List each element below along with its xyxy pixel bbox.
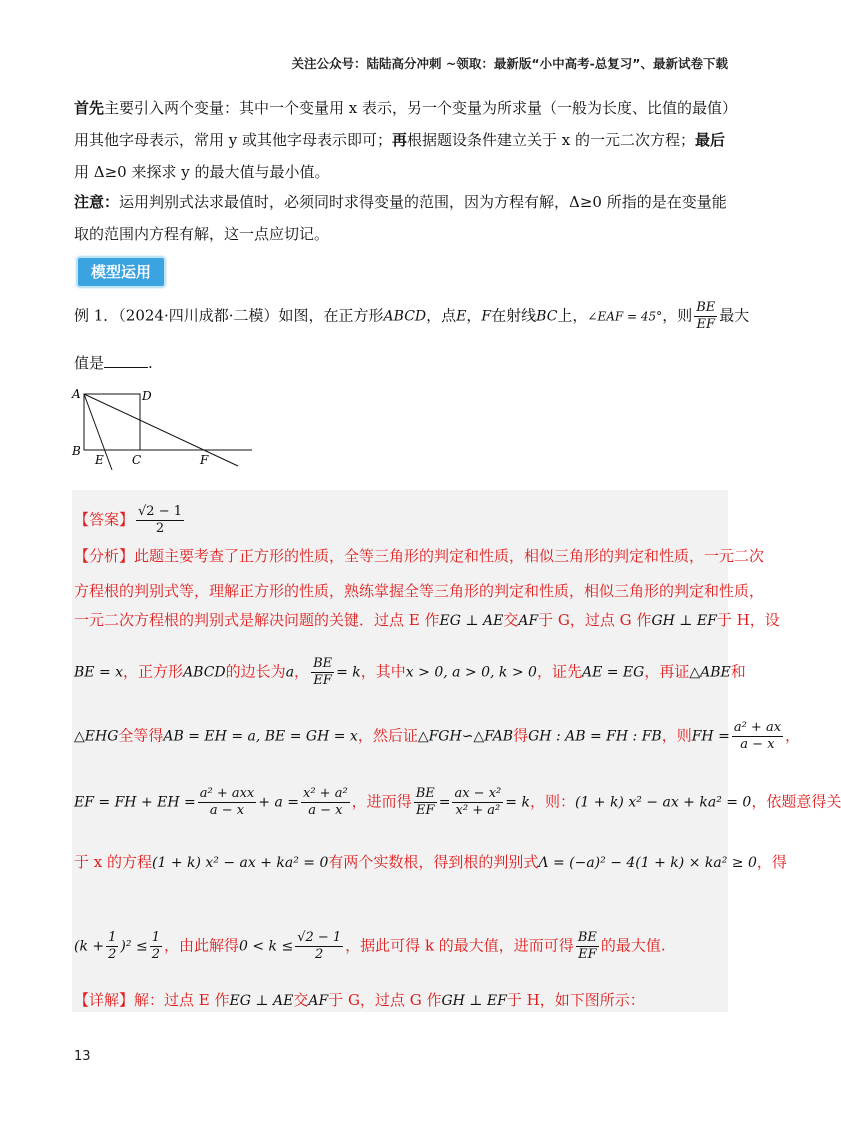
m6c: = <box>438 794 451 811</box>
f8cd: 2 <box>315 947 324 962</box>
method-text-3: 用 Δ≥0 来探求 y 的最大值与最小值。 <box>74 163 330 181</box>
bold-finally: 最后 <box>695 131 726 149</box>
d-c: 于 G，过点 G 作 <box>328 991 442 1009</box>
method-text-2: 根据题设条件建立关于 x 的一元二次方程； <box>407 131 696 149</box>
m8c: 0 < k ≤ <box>238 938 294 955</box>
f4n: BE <box>313 656 333 671</box>
note-label: 注意： <box>74 193 120 211</box>
analysis-line-7 <box>74 852 787 873</box>
a5e: ， <box>785 726 801 745</box>
m3c: GH ⊥ EF <box>651 613 717 629</box>
m5d: GH : AB = FH : FB <box>528 728 662 745</box>
frac-6c <box>414 786 437 819</box>
example-line2-text: 值是 <box>74 354 105 372</box>
m7a: (1 + k) x² − ax + ka² = 0 <box>152 855 329 871</box>
page-header: 关注公众号：陆陆高分冲刺 ~领取：最新版“小中高考-总复习”、最新试卷下载 <box>291 56 728 71</box>
a7b: 有两个实数根，得到根的判别式 <box>328 853 539 871</box>
m6e: (1 + k) x² − ax + ka² = 0 <box>574 794 752 811</box>
d-m2: AF <box>308 993 329 1009</box>
frac-8a <box>106 930 118 963</box>
m4b: ABCD <box>183 664 226 681</box>
analysis-text-1: 此题主要考查了正方形的性质，全等三角形的判定和性质，相似三角形的判定和性质，一元二次 <box>134 547 765 565</box>
model-usage-badge: 模型运用 <box>76 256 166 288</box>
analysis-line-4 <box>74 656 746 689</box>
label-a: A <box>72 387 81 401</box>
f6dd: x² + a² <box>455 803 501 818</box>
m6b: + a = <box>258 794 299 811</box>
d-b: 交 <box>293 991 309 1009</box>
d-a: 解：过点 E 作 <box>134 991 230 1009</box>
a7a: 于 x 的方程 <box>74 853 152 871</box>
d-m1: EG ⊥ AE <box>229 993 294 1009</box>
m4f: AE = EG <box>581 664 645 681</box>
frac-8c <box>295 930 343 963</box>
method-paragraph <box>74 92 730 188</box>
math-square: ABCD <box>383 308 427 325</box>
frac-8d <box>576 930 599 963</box>
label-b: B <box>72 444 81 458</box>
answer-num: √2 − 1 <box>138 504 182 519</box>
label-c: C <box>132 453 142 467</box>
f8bd: 2 <box>151 947 160 962</box>
detail-line <box>74 990 645 1011</box>
a4c: ， <box>294 662 310 681</box>
m5a: △EHG <box>74 728 119 745</box>
answer-fraction <box>136 504 184 537</box>
square-abcd <box>84 394 140 450</box>
a3a: 一元二次方程根的判别式是解决问题的关键．过点 E 作 <box>74 611 440 629</box>
a3d: 于 H，设 <box>716 611 780 629</box>
f6cn: BE <box>415 786 435 801</box>
analysis-line-1 <box>74 546 764 566</box>
a4b: 的边长为 <box>225 662 286 681</box>
m5b: AB = EH = a, BE = GH = x <box>163 728 358 745</box>
a8a: ，由此解得 <box>163 936 239 955</box>
frac-6d <box>452 786 503 819</box>
f6bd: a − x <box>308 803 343 818</box>
answer-line <box>74 504 186 537</box>
m7b: Λ = (−a)² − 4(1 + k) × ka² ≥ 0 <box>538 855 757 871</box>
note-paragraph <box>74 186 730 250</box>
f8bn: 1 <box>151 930 160 945</box>
example-t5: ，则 <box>662 306 693 325</box>
a4d: ，其中 <box>360 662 406 681</box>
example-end: . <box>148 354 153 372</box>
a4f: ，再证 <box>644 662 690 681</box>
a4e: ，证先 <box>536 662 582 681</box>
a4g: 和 <box>730 662 746 681</box>
a8b: ，据此可得 k 的最大值，进而可得 <box>345 936 574 955</box>
m3b: AF <box>518 613 539 629</box>
m5c: △FGH∽△FAB <box>417 728 514 745</box>
f6bn: x² + a² <box>303 786 348 801</box>
a6a: ，进而得 <box>351 792 412 811</box>
example-line-1 <box>74 300 749 333</box>
f6ad: a − x <box>209 803 245 818</box>
f8dn: BE <box>577 930 597 945</box>
example-t4: 上， <box>557 306 588 325</box>
m8a: (k + <box>74 938 105 955</box>
a5a: 全等得 <box>118 726 164 745</box>
a6c: ，依题意得关 <box>751 792 841 811</box>
analysis-line-3 <box>74 610 780 631</box>
m4g: △ABE <box>689 664 731 681</box>
detail-label: 【详解】 <box>74 991 135 1009</box>
f6an: a² + axx <box>199 786 255 801</box>
frac-4 <box>311 656 334 689</box>
frac-6a <box>198 786 257 819</box>
m4d: = k <box>336 664 361 681</box>
a5c: 得 <box>513 726 529 745</box>
f8ad: 2 <box>108 947 117 962</box>
method-text-1: 主要引入两个变量：其中一个变量用 x 表示，另一个变量为所求量（一般为长度、比值的最值）用其他字母表示，常用 y 或其他字母表示即可； <box>74 99 730 149</box>
analysis-line-8 <box>74 930 666 963</box>
bold-then: 再 <box>392 131 408 149</box>
math-f: F <box>481 308 492 325</box>
example-prefix: 例 1．（2024·四川成都·二模）如图，在正方形 <box>74 306 384 325</box>
fraction-be-ef <box>694 300 717 333</box>
math-angle: ∠EAF = 45° <box>587 309 663 324</box>
example-t6: 最大 <box>719 306 750 325</box>
math-bc: BC <box>536 308 558 325</box>
a8c: 的最大值. <box>600 936 666 955</box>
example-t3: 在射线 <box>491 306 537 325</box>
answer-blank <box>104 353 148 368</box>
analysis-label: 【分析】 <box>74 547 135 565</box>
a5b: ，然后证 <box>357 726 418 745</box>
answer-den: 2 <box>155 521 165 536</box>
a5d: ，则 <box>661 726 692 745</box>
label-f: F <box>200 453 209 467</box>
f6dn: ax − x² <box>454 786 502 801</box>
bold-first: 首先 <box>74 99 105 117</box>
a3b: 交 <box>503 611 519 629</box>
answer-label: 【答案】 <box>74 510 135 529</box>
example-line-2 <box>74 352 153 373</box>
f4d: EF <box>313 673 332 688</box>
d-d: 于 H，如下图所示： <box>506 991 645 1009</box>
frac-8b <box>150 930 162 963</box>
m4c: a <box>285 664 295 681</box>
line-af <box>84 394 238 466</box>
page-number: 13 <box>74 1049 91 1064</box>
a4a: ，正方形 <box>123 662 184 681</box>
m6d: = k <box>505 794 530 811</box>
a3c: 于 G，过点 G 作 <box>538 611 652 629</box>
m5e: FH = <box>691 728 730 745</box>
analysis-line-5 <box>74 720 800 753</box>
a7c: ，得 <box>756 853 787 871</box>
analysis-text-2: 方程根的判别式等，理解正方形的性质，熟练掌握全等三角形的判定和性质，相似三角形的判定和性质， <box>74 582 765 600</box>
frac-num: BE <box>696 300 716 315</box>
frac-5 <box>732 720 783 753</box>
frac-6b <box>301 786 350 819</box>
math-e: E <box>456 308 467 325</box>
example-t2: ， <box>466 306 482 325</box>
m6a: EF = FH + EH = <box>74 794 196 811</box>
square-figure <box>68 384 258 474</box>
label-d: D <box>142 389 152 403</box>
m8b: )² ≤ <box>120 938 148 955</box>
example-t1: ，点 <box>426 306 457 325</box>
m4e: x > 0, a > 0, k > 0 <box>405 664 537 681</box>
d-m3: GH ⊥ EF <box>441 993 507 1009</box>
label-e: E <box>95 453 104 467</box>
f5d: a − x <box>740 737 775 752</box>
f8cn: √2 − 1 <box>297 930 342 945</box>
analysis-line-6 <box>74 786 841 819</box>
a6b: ，则： <box>529 792 575 811</box>
f8an: 1 <box>108 930 117 945</box>
analysis-line-2 <box>74 581 764 601</box>
frac-den: EF <box>696 317 715 332</box>
f8dd: EF <box>578 947 597 962</box>
m4a: BE = x <box>74 664 124 681</box>
note-text: 运用判别式法求最值时，必须同时求得变量的范围，因为方程有解，Δ≥0 所指的是在变量能取的范围内方程有解，这一点应切记。 <box>74 193 727 243</box>
f5n: a² + ax <box>733 720 782 735</box>
m3a: EG ⊥ AE <box>439 613 504 629</box>
f6cd: EF <box>415 803 435 818</box>
